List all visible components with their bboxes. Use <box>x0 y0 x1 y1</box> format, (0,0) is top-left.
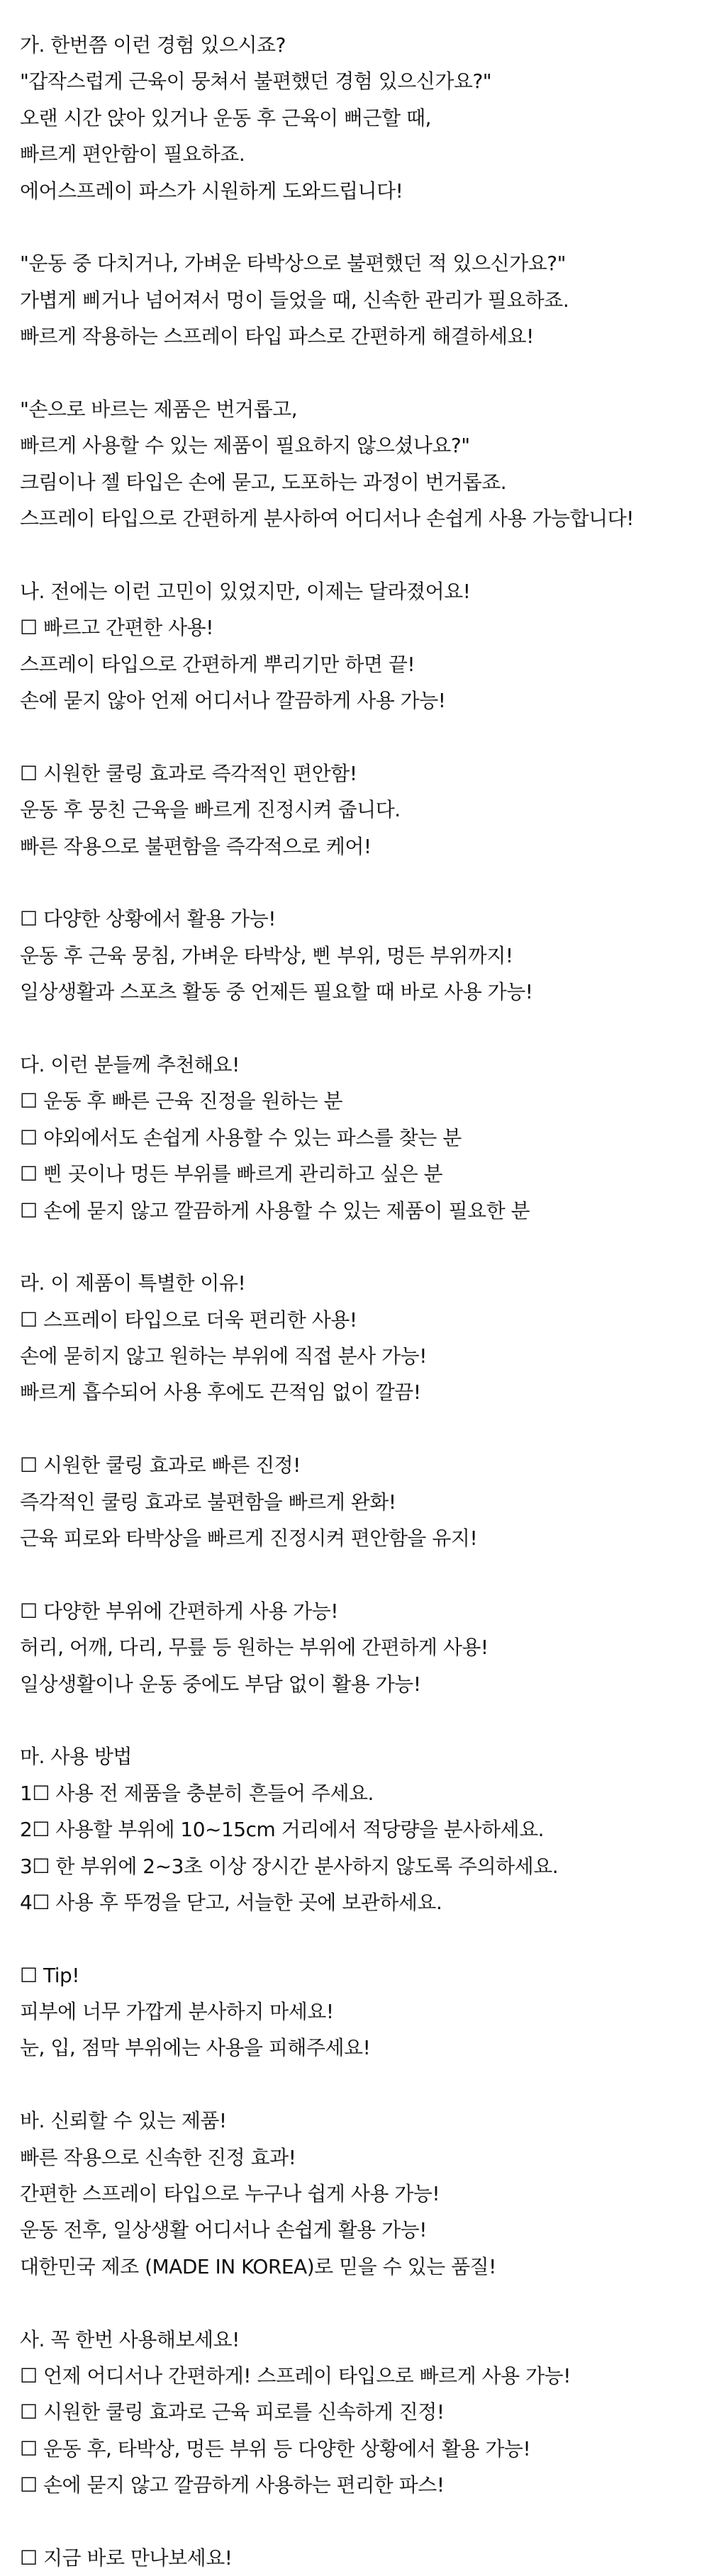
text-line: 빠른 작용으로 불편함을 즉각적으로 케어! <box>20 834 372 858</box>
text-line: ☐ 운동 후, 타박상, 멍든 부위 등 다양한 상황에서 활용 가능! <box>20 2436 531 2460</box>
text-line: 운동 후 근육 뭉침, 가벼운 타박상, 삔 부위, 멍든 부위까지! <box>20 943 513 967</box>
text-line: ☐ 다양한 부위에 간편하게 사용 가능! <box>20 1599 339 1623</box>
text-line: 피부에 너무 가깝게 분사하지 마세요! <box>20 2000 334 2024</box>
text-line: 눈, 입, 점막 부위에는 사용을 피해주세요! <box>20 2036 371 2060</box>
blank-line <box>20 209 709 245</box>
text-line: "갑작스럽게 근육이 뭉쳐서 불편했던 경험 있으신가요?" <box>20 69 492 94</box>
text-line: 1☐ 사용 전 제품을 충분히 흔들어 주세요. <box>20 1781 374 1805</box>
section-ma <box>20 1738 709 2066</box>
blank-line <box>20 865 709 901</box>
section-ba <box>20 2103 709 2285</box>
text-line: ☐ 손에 묻지 않고 깔끔하게 사용할 수 있는 제품이 필요한 분 <box>20 1198 530 1222</box>
text-line: ☐ 시원한 쿨링 효과로 빠른 진정! <box>20 1453 301 1478</box>
section-heading: 사. 꼭 한번 사용해보세요! <box>20 2327 240 2351</box>
section-heading: 마. 사용 방법 <box>20 1745 132 1769</box>
text-line: 빠르게 편안함이 필요하죠. <box>20 142 245 167</box>
text-line: 운동 후 뭉친 근육을 빠르게 진정시켜 줍니다. <box>20 798 401 822</box>
text-line: 에어스프레이 파스가 시원하게 도와드립니다! <box>20 179 403 203</box>
text-line: 빠르게 작용하는 스프레이 타입 파스로 간편하게 해결하세요! <box>20 325 534 349</box>
text-line: 크림이나 젤 타입은 손에 묻고, 도포하는 과정이 번거롭죠. <box>20 470 507 494</box>
text-line: 간편한 스프레이 타입으로 누구나 쉽게 사용 가능! <box>20 2182 440 2206</box>
text-line: ☐ 시원한 쿨링 효과로 즉각적인 편안함! <box>20 761 357 785</box>
blank-line <box>20 719 709 755</box>
text-line: 빠른 작용으로 신속한 진정 효과! <box>20 2145 296 2169</box>
text-line: 일상생활과 스포츠 활동 중 언제든 필요할 때 바로 사용 가능! <box>20 980 533 1004</box>
text-line: 손에 묻히지 않고 원하는 부위에 직접 분사 가능! <box>20 1344 427 1368</box>
section-gap <box>20 1229 709 1265</box>
text-line: ☐ Tip! <box>20 1963 80 1987</box>
text-line: ☐ 손에 묻지 않고 깔끔하게 사용하는 편리한 파스! <box>20 2473 445 2497</box>
text-line: ☐ 스프레이 타입으로 더욱 편리한 사용! <box>20 1307 357 1332</box>
text-line: "손으로 바르는 제품은 번거롭고, <box>20 397 298 421</box>
text-line: 2☐ 사용할 부위에 10~15cm 거리에서 적당량을 분사하세요. <box>20 1818 545 1842</box>
text-line: ☐ 다양한 상황에서 활용 가능! <box>20 907 276 931</box>
blank-line <box>20 2504 709 2540</box>
blank-line <box>20 1920 709 1957</box>
text-line: 빠르게 사용할 수 있는 제품이 필요하지 않으셨나요?" <box>20 434 470 458</box>
section-heading: 다. 이런 분들께 추천해요! <box>20 1052 240 1076</box>
text-line: ☐ 시원한 쿨링 효과로 근육 피로를 신속하게 진정! <box>20 2400 445 2424</box>
section-na <box>20 573 709 1011</box>
text-line: ☐ 야외에서도 손쉽게 사용할 수 있는 파스를 찾는 분 <box>20 1125 462 1149</box>
section-gap <box>20 1702 709 1738</box>
text-line: 일상생활이나 운동 중에도 부담 없이 활용 가능! <box>20 1672 421 1696</box>
section-heading: 나. 전에는 이런 고민이 있었지만, 이제는 달라졌어요! <box>20 579 471 603</box>
section-gap <box>20 2285 709 2321</box>
text-line: 운동 전후, 일상생활 어디서나 손쉽게 활용 가능! <box>20 2218 427 2242</box>
section-gap <box>20 2066 709 2103</box>
text-line: ☐ 삔 곳이나 멍든 부위를 빠르게 관리하고 싶은 분 <box>20 1162 443 1186</box>
text-line: 스프레이 타입으로 간편하게 뿌리기만 하면 끝! <box>20 652 415 676</box>
text-line: 가볍게 삐거나 넘어져서 멍이 들었을 때, 신속한 관리가 필요하죠. <box>20 288 569 312</box>
section-ga <box>20 27 709 536</box>
blank-line <box>20 355 709 391</box>
section-heading: 라. 이 제품이 특별한 이유! <box>20 1271 246 1295</box>
text-line: ☐ 운동 후 빠른 근육 진정을 원하는 분 <box>20 1089 343 1113</box>
text-line: "운동 중 다치거나, 가벼운 타박상으로 불편했던 적 있으신가요?" <box>20 252 566 276</box>
section-heading: 바. 신뢰할 수 있는 제품! <box>20 2109 227 2133</box>
section-gap <box>20 536 709 573</box>
text-line: 스프레이 타입으로 간편하게 분사하여 어디서나 손쉽게 사용 가능합니다! <box>20 507 634 531</box>
text-line: ☐ 지금 바로 만나보세요! <box>20 2546 233 2570</box>
section-da <box>20 1047 709 1229</box>
text-line: 대한민국 제조 (MADE IN KOREA)로 믿을 수 있는 품질! <box>20 2254 496 2278</box>
text-line: 오랜 시간 앉아 있거나 운동 후 근육이 뻐근할 때, <box>20 106 432 130</box>
text-line: 손에 묻지 않아 언제 어디서나 깔끔하게 사용 가능! <box>20 689 446 713</box>
blank-line <box>20 1411 709 1447</box>
section-sa <box>20 2322 709 2576</box>
section-ra <box>20 1265 709 1702</box>
section-heading: 가. 한번쯤 이런 경험 있으시죠? <box>20 33 286 57</box>
text-line: 3☐ 한 부위에 2~3초 이상 장시간 분사하지 않도록 주의하세요. <box>20 1854 559 1878</box>
text-line: 허리, 어깨, 다리, 무릎 등 원하는 부위에 간편하게 사용! <box>20 1636 489 1660</box>
text-line: ☐ 빠르고 간편한 사용! <box>20 616 213 640</box>
text-line: 즉각적인 쿨링 효과로 불편함을 빠르게 완화! <box>20 1490 396 1514</box>
blank-line <box>20 1556 709 1592</box>
text-line: 근육 피로와 타박상을 빠르게 진정시켜 편안함을 유지! <box>20 1526 478 1551</box>
text-line: ☐ 언제 어디서나 간편하게! 스프레이 타입으로 빠르게 사용 가능! <box>20 2364 571 2387</box>
text-line: 4☐ 사용 후 뚜껑을 닫고, 서늘한 곳에 보관하세요. <box>20 1890 442 1914</box>
text-line: 빠르게 흡수되어 사용 후에도 끈적임 없이 깔끔! <box>20 1380 421 1405</box>
section-gap <box>20 1011 709 1047</box>
